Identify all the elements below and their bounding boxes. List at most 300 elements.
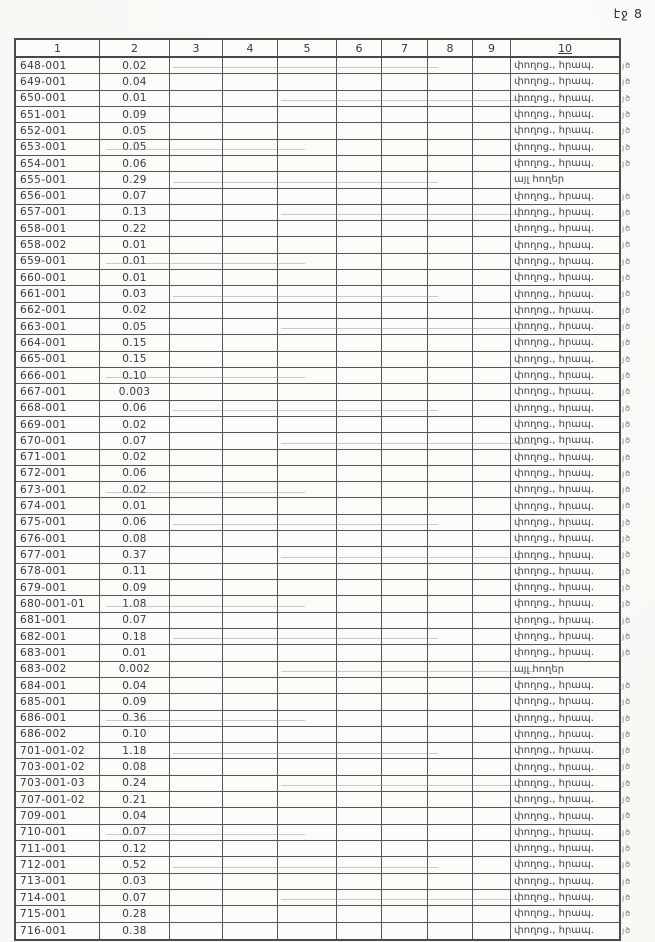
empty-cell-col6 <box>337 776 382 791</box>
empty-cell-col8 <box>428 678 473 693</box>
empty-cell-col3 <box>170 221 223 236</box>
empty-cell-col4 <box>223 172 278 187</box>
empty-cell-col3 <box>170 547 223 562</box>
empty-cell-col9 <box>473 906 511 921</box>
empty-cell-col5 <box>278 613 337 628</box>
table-row <box>16 792 632 808</box>
empty-cell-col6 <box>337 156 382 171</box>
land-use-cell: փողոց., հրապ. <box>514 76 594 88</box>
empty-cell-col4 <box>223 547 278 562</box>
margin-mark: յծ <box>622 109 632 119</box>
table-row <box>16 352 632 368</box>
empty-cell-col9 <box>473 776 511 791</box>
empty-cell-col5 <box>278 433 337 448</box>
empty-cell-col9 <box>473 694 511 709</box>
empty-cell-col3 <box>170 662 223 677</box>
margin-mark: յծ <box>622 534 632 544</box>
parcel-code-cell: 654-001 <box>16 156 100 171</box>
empty-cell-col6 <box>337 874 382 889</box>
empty-cell-col6 <box>337 172 382 187</box>
land-use-cell: փողոց., հրապ. <box>514 516 594 528</box>
empty-cell-col5 <box>278 107 337 122</box>
column-header-5: 5 <box>278 40 337 56</box>
empty-cell-col3 <box>170 874 223 889</box>
empty-cell-col9 <box>473 743 511 758</box>
table-row <box>16 874 632 890</box>
empty-cell-col9 <box>473 890 511 905</box>
empty-cell-col3 <box>170 433 223 448</box>
land-use-cell: փողոց., հրապ. <box>514 647 594 659</box>
land-use-cell: փողոց., հրապ. <box>514 892 594 904</box>
table-row <box>16 890 632 906</box>
empty-cell-col7 <box>382 140 428 155</box>
empty-cell-col8 <box>428 140 473 155</box>
empty-cell-col3 <box>170 335 223 350</box>
empty-cell-col3 <box>170 857 223 872</box>
empty-cell-col7 <box>382 74 428 89</box>
margin-mark: յծ <box>622 305 632 315</box>
empty-cell-col4 <box>223 743 278 758</box>
empty-cell-col6 <box>337 384 382 399</box>
empty-cell-col3 <box>170 498 223 513</box>
table-row <box>16 564 632 580</box>
parcel-code-cell: 671-001 <box>16 450 100 465</box>
parcel-code-cell: 686-002 <box>16 727 100 742</box>
land-use-cell: փողոց., հրապ. <box>514 777 594 789</box>
area-value-cell: 0.09 <box>100 580 170 595</box>
table-row <box>16 857 632 873</box>
empty-cell-col9 <box>473 482 511 497</box>
land-use-cell: փողոց., հրապ. <box>514 288 594 300</box>
empty-cell-col5 <box>278 596 337 611</box>
empty-cell-col3 <box>170 694 223 709</box>
empty-cell-col7 <box>382 107 428 122</box>
area-value-cell: 0.01 <box>100 237 170 252</box>
empty-cell-col3 <box>170 808 223 823</box>
empty-cell-col9 <box>473 564 511 579</box>
empty-cell-col3 <box>170 825 223 840</box>
margin-mark: յծ <box>622 322 632 331</box>
area-value-cell: 0.02 <box>100 482 170 497</box>
margin-mark: յծ <box>622 583 632 592</box>
empty-cell-col6 <box>337 417 382 432</box>
empty-cell-col9 <box>473 678 511 693</box>
margin-mark: յծ <box>622 892 632 902</box>
column-header-3: 3 <box>170 40 223 56</box>
empty-cell-col7 <box>382 123 428 138</box>
empty-cell-col5 <box>278 564 337 579</box>
empty-cell-col8 <box>428 58 473 73</box>
empty-cell-col5 <box>278 531 337 546</box>
empty-cell-col9 <box>473 645 511 660</box>
empty-cell-col5 <box>278 466 337 481</box>
column-header-2: 2 <box>100 40 170 56</box>
table-row <box>16 515 632 531</box>
empty-cell-col7 <box>382 808 428 823</box>
area-value-cell: 0.36 <box>100 711 170 726</box>
empty-cell-col5 <box>278 547 337 562</box>
empty-cell-col6 <box>337 335 382 350</box>
land-use-cell: փողոց., հրապ. <box>514 549 594 561</box>
empty-cell-col9 <box>473 237 511 252</box>
margin-mark: յծ <box>622 485 632 495</box>
empty-cell-col6 <box>337 140 382 155</box>
margin-mark: յծ <box>622 566 632 576</box>
empty-cell-col4 <box>223 727 278 742</box>
empty-cell-col4 <box>223 906 278 921</box>
empty-cell-col7 <box>382 401 428 416</box>
table-row <box>16 711 632 727</box>
empty-cell-col7 <box>382 498 428 513</box>
parcel-code-cell: 652-001 <box>16 123 100 138</box>
empty-cell-col3 <box>170 401 223 416</box>
empty-cell-col9 <box>473 580 511 595</box>
land-use-cell: փողոց., հրապ. <box>514 680 594 692</box>
table-row <box>16 384 632 400</box>
empty-cell-col4 <box>223 531 278 546</box>
empty-cell-col6 <box>337 662 382 677</box>
table-row <box>16 466 632 482</box>
empty-cell-col5 <box>278 221 337 236</box>
table-row <box>16 923 632 939</box>
empty-cell-col9 <box>473 123 511 138</box>
empty-cell-col6 <box>337 580 382 595</box>
table-row <box>16 596 632 612</box>
land-use-cell: փողոց., հրապ. <box>514 60 594 72</box>
empty-cell-col5 <box>278 74 337 89</box>
area-value-cell: 0.15 <box>100 335 170 350</box>
empty-cell-col6 <box>337 515 382 530</box>
empty-cell-col8 <box>428 596 473 611</box>
parcel-code-cell: 653-001 <box>16 140 100 155</box>
land-use-cell: փողոց., հրապ. <box>514 728 594 740</box>
empty-cell-col5 <box>278 498 337 513</box>
empty-cell-col3 <box>170 906 223 921</box>
table-row <box>16 335 632 351</box>
area-value-cell: 0.28 <box>100 906 170 921</box>
empty-cell-col3 <box>170 841 223 856</box>
margin-mark: յծ <box>622 517 632 527</box>
area-value-cell: 0.002 <box>100 662 170 677</box>
empty-cell-col8 <box>428 433 473 448</box>
area-value-cell: 0.29 <box>100 172 170 187</box>
empty-cell-col7 <box>382 515 428 530</box>
empty-cell-col4 <box>223 335 278 350</box>
empty-cell-col6 <box>337 303 382 318</box>
margin-mark: յծ <box>622 680 632 690</box>
empty-cell-col4 <box>223 776 278 791</box>
empty-cell-col4 <box>223 384 278 399</box>
empty-cell-col4 <box>223 808 278 823</box>
table-row <box>16 433 632 449</box>
parcel-code-cell: 711-001 <box>16 841 100 856</box>
empty-cell-col4 <box>223 466 278 481</box>
area-value-cell: 0.05 <box>100 319 170 334</box>
empty-cell-col7 <box>382 270 428 285</box>
empty-cell-col8 <box>428 303 473 318</box>
empty-cell-col8 <box>428 335 473 350</box>
empty-cell-col5 <box>278 237 337 252</box>
area-value-cell: 0.10 <box>100 727 170 742</box>
empty-cell-col3 <box>170 319 223 334</box>
empty-cell-col9 <box>473 58 511 73</box>
empty-cell-col3 <box>170 923 223 939</box>
margin-mark: յծ <box>622 273 632 283</box>
margin-mark: յծ <box>622 795 632 805</box>
land-use-cell: փողոց., հրապ. <box>514 565 594 577</box>
empty-cell-col3 <box>170 727 223 742</box>
margin-mark: յծ <box>622 550 632 560</box>
empty-cell-col8 <box>428 841 473 856</box>
parcel-code-cell: 658-002 <box>16 237 100 252</box>
parcel-code-cell: 715-001 <box>16 906 100 921</box>
empty-cell-col3 <box>170 58 223 73</box>
area-value-cell: 0.07 <box>100 189 170 204</box>
empty-cell-col9 <box>473 727 511 742</box>
land-use-cell: փողոց., հրապ. <box>514 598 594 610</box>
empty-cell-col8 <box>428 759 473 774</box>
empty-cell-col5 <box>278 645 337 660</box>
empty-cell-col9 <box>473 433 511 448</box>
empty-cell-col7 <box>382 629 428 644</box>
empty-cell-col9 <box>473 629 511 644</box>
empty-cell-col9 <box>473 515 511 530</box>
parcel-code-cell: 651-001 <box>16 107 100 122</box>
empty-cell-col7 <box>382 531 428 546</box>
empty-cell-col5 <box>278 319 337 334</box>
column-header-8: 8 <box>428 40 473 56</box>
empty-cell-col5 <box>278 857 337 872</box>
margin-mark: յծ <box>622 729 632 739</box>
parcel-code-cell: 663-001 <box>16 319 100 334</box>
empty-cell-col4 <box>223 286 278 301</box>
empty-cell-col8 <box>428 74 473 89</box>
land-use-cell: այլ հողեր <box>514 663 565 675</box>
margin-mark: յծ <box>622 207 632 217</box>
empty-cell-col7 <box>382 254 428 269</box>
parcel-code-cell: 683-001 <box>16 645 100 660</box>
table-row <box>16 237 632 253</box>
area-value-cell: 0.05 <box>100 123 170 138</box>
empty-cell-col7 <box>382 286 428 301</box>
empty-cell-col6 <box>337 629 382 644</box>
area-value-cell: 0.01 <box>100 645 170 660</box>
empty-cell-col6 <box>337 270 382 285</box>
empty-cell-col6 <box>337 433 382 448</box>
parcel-code-cell: 707-001-02 <box>16 792 100 807</box>
empty-cell-col7 <box>382 303 428 318</box>
area-value-cell: 1.08 <box>100 596 170 611</box>
empty-cell-col5 <box>278 417 337 432</box>
margin-mark: յծ <box>622 778 632 788</box>
empty-cell-col7 <box>382 825 428 840</box>
empty-cell-col7 <box>382 156 428 171</box>
table-row <box>16 319 632 335</box>
land-use-cell: փողոց., հրապ. <box>514 370 594 382</box>
empty-cell-col6 <box>337 759 382 774</box>
empty-cell-col4 <box>223 890 278 905</box>
empty-cell-col9 <box>473 303 511 318</box>
empty-cell-col8 <box>428 792 473 807</box>
area-value-cell: 0.02 <box>100 450 170 465</box>
margin-mark: յծ <box>622 224 632 234</box>
empty-cell-col7 <box>382 613 428 628</box>
empty-cell-col9 <box>473 254 511 269</box>
empty-cell-col8 <box>428 254 473 269</box>
empty-cell-col9 <box>473 711 511 726</box>
empty-cell-col7 <box>382 711 428 726</box>
empty-cell-col3 <box>170 792 223 807</box>
empty-cell-col4 <box>223 515 278 530</box>
parcel-code-cell: 656-001 <box>16 189 100 204</box>
margin-mark: յծ <box>622 191 632 201</box>
margin-mark: յծ <box>622 615 632 625</box>
table-row <box>16 172 619 188</box>
empty-cell-col9 <box>473 352 511 367</box>
empty-cell-col5 <box>278 156 337 171</box>
empty-cell-col7 <box>382 319 428 334</box>
column-header-1: 1 <box>16 40 100 56</box>
area-value-cell: 0.06 <box>100 515 170 530</box>
empty-cell-col8 <box>428 776 473 791</box>
area-value-cell: 0.01 <box>100 254 170 269</box>
land-use-cell: փողոց., հրապ. <box>514 484 594 496</box>
empty-cell-col3 <box>170 596 223 611</box>
parcel-code-cell: 683-002 <box>16 662 100 677</box>
margin-mark: յծ <box>622 599 632 609</box>
table-row <box>16 368 632 384</box>
empty-cell-col3 <box>170 580 223 595</box>
empty-cell-col4 <box>223 254 278 269</box>
empty-cell-col9 <box>473 107 511 122</box>
empty-cell-col9 <box>473 384 511 399</box>
parcel-code-cell: 716-001 <box>16 923 100 939</box>
parcel-code-cell: 668-001 <box>16 401 100 416</box>
table-row <box>16 743 632 759</box>
empty-cell-col9 <box>473 335 511 350</box>
area-value-cell: 0.02 <box>100 58 170 73</box>
margin-mark: յծ <box>622 403 632 413</box>
empty-cell-col8 <box>428 890 473 905</box>
table-row <box>16 547 632 563</box>
table-row <box>16 482 632 498</box>
empty-cell-col7 <box>382 450 428 465</box>
empty-cell-col7 <box>382 368 428 383</box>
empty-cell-col6 <box>337 613 382 628</box>
empty-cell-col8 <box>428 401 473 416</box>
empty-cell-col5 <box>278 368 337 383</box>
table-row <box>16 417 632 433</box>
column-header-7: 7 <box>382 40 428 56</box>
empty-cell-col4 <box>223 368 278 383</box>
land-use-cell: փողոց., հրապ. <box>514 843 594 855</box>
land-use-cell: փողոց., հրապ. <box>514 712 594 724</box>
empty-cell-col3 <box>170 237 223 252</box>
empty-cell-col3 <box>170 776 223 791</box>
empty-cell-col6 <box>337 727 382 742</box>
empty-cell-col7 <box>382 694 428 709</box>
empty-cell-col3 <box>170 270 223 285</box>
empty-cell-col8 <box>428 531 473 546</box>
empty-cell-col8 <box>428 743 473 758</box>
empty-cell-col9 <box>473 547 511 562</box>
parcel-code-cell: 703-001-03 <box>16 776 100 791</box>
area-value-cell: 0.04 <box>100 678 170 693</box>
empty-cell-col9 <box>473 401 511 416</box>
empty-cell-col7 <box>382 662 428 677</box>
empty-cell-col5 <box>278 189 337 204</box>
empty-cell-col9 <box>473 662 511 677</box>
land-use-cell: այլ հողեր <box>514 174 565 186</box>
empty-cell-col5 <box>278 286 337 301</box>
empty-cell-col5 <box>278 874 337 889</box>
land-use-cell: փողոց., հրապ. <box>514 125 594 137</box>
area-value-cell: 0.06 <box>100 156 170 171</box>
area-value-cell: 0.15 <box>100 352 170 367</box>
empty-cell-col5 <box>278 825 337 840</box>
empty-cell-col4 <box>223 319 278 334</box>
area-value-cell: 0.11 <box>100 564 170 579</box>
empty-cell-col8 <box>428 613 473 628</box>
parcel-code-cell: 703-001-02 <box>16 759 100 774</box>
empty-cell-col5 <box>278 482 337 497</box>
empty-cell-col6 <box>337 205 382 220</box>
empty-cell-col3 <box>170 564 223 579</box>
margin-mark: յծ <box>622 501 632 511</box>
empty-cell-col6 <box>337 678 382 693</box>
margin-mark: յծ <box>622 713 632 723</box>
margin-mark: յծ <box>622 338 632 348</box>
land-use-cell: փողոց., հրապ. <box>514 337 594 349</box>
land-use-cell: փողոց., հրապ. <box>514 304 594 316</box>
parcel-code-cell: 674-001 <box>16 498 100 513</box>
land-use-cell: փողոց., հրապ. <box>514 239 594 251</box>
land-use-cell: փողոց., հրապ. <box>514 794 594 806</box>
empty-cell-col4 <box>223 596 278 611</box>
empty-cell-col5 <box>278 515 337 530</box>
empty-cell-col9 <box>473 74 511 89</box>
empty-cell-col5 <box>278 743 337 758</box>
empty-cell-col8 <box>428 694 473 709</box>
empty-cell-col5 <box>278 890 337 905</box>
parcel-code-cell: 680-001-01 <box>16 596 100 611</box>
empty-cell-col8 <box>428 91 473 106</box>
empty-cell-col3 <box>170 759 223 774</box>
empty-cell-col5 <box>278 123 337 138</box>
empty-cell-col8 <box>428 923 473 939</box>
empty-cell-col7 <box>382 776 428 791</box>
area-value-cell: 0.01 <box>100 91 170 106</box>
area-value-cell: 0.22 <box>100 221 170 236</box>
land-use-cell: փողոց., հրապ. <box>514 435 594 447</box>
empty-cell-col3 <box>170 450 223 465</box>
empty-cell-col6 <box>337 58 382 73</box>
land-use-cell: փողոց., հրապ. <box>514 272 594 284</box>
area-value-cell: 0.18 <box>100 629 170 644</box>
empty-cell-col8 <box>428 368 473 383</box>
empty-cell-col6 <box>337 792 382 807</box>
area-value-cell: 0.03 <box>100 874 170 889</box>
empty-cell-col6 <box>337 91 382 106</box>
empty-cell-col7 <box>382 678 428 693</box>
empty-cell-col3 <box>170 172 223 187</box>
parcel-code-cell: 666-001 <box>16 368 100 383</box>
empty-cell-col7 <box>382 417 428 432</box>
empty-cell-col4 <box>223 759 278 774</box>
land-use-cell: փողոց., հրապ. <box>514 419 594 431</box>
table-row <box>16 450 632 466</box>
empty-cell-col4 <box>223 498 278 513</box>
